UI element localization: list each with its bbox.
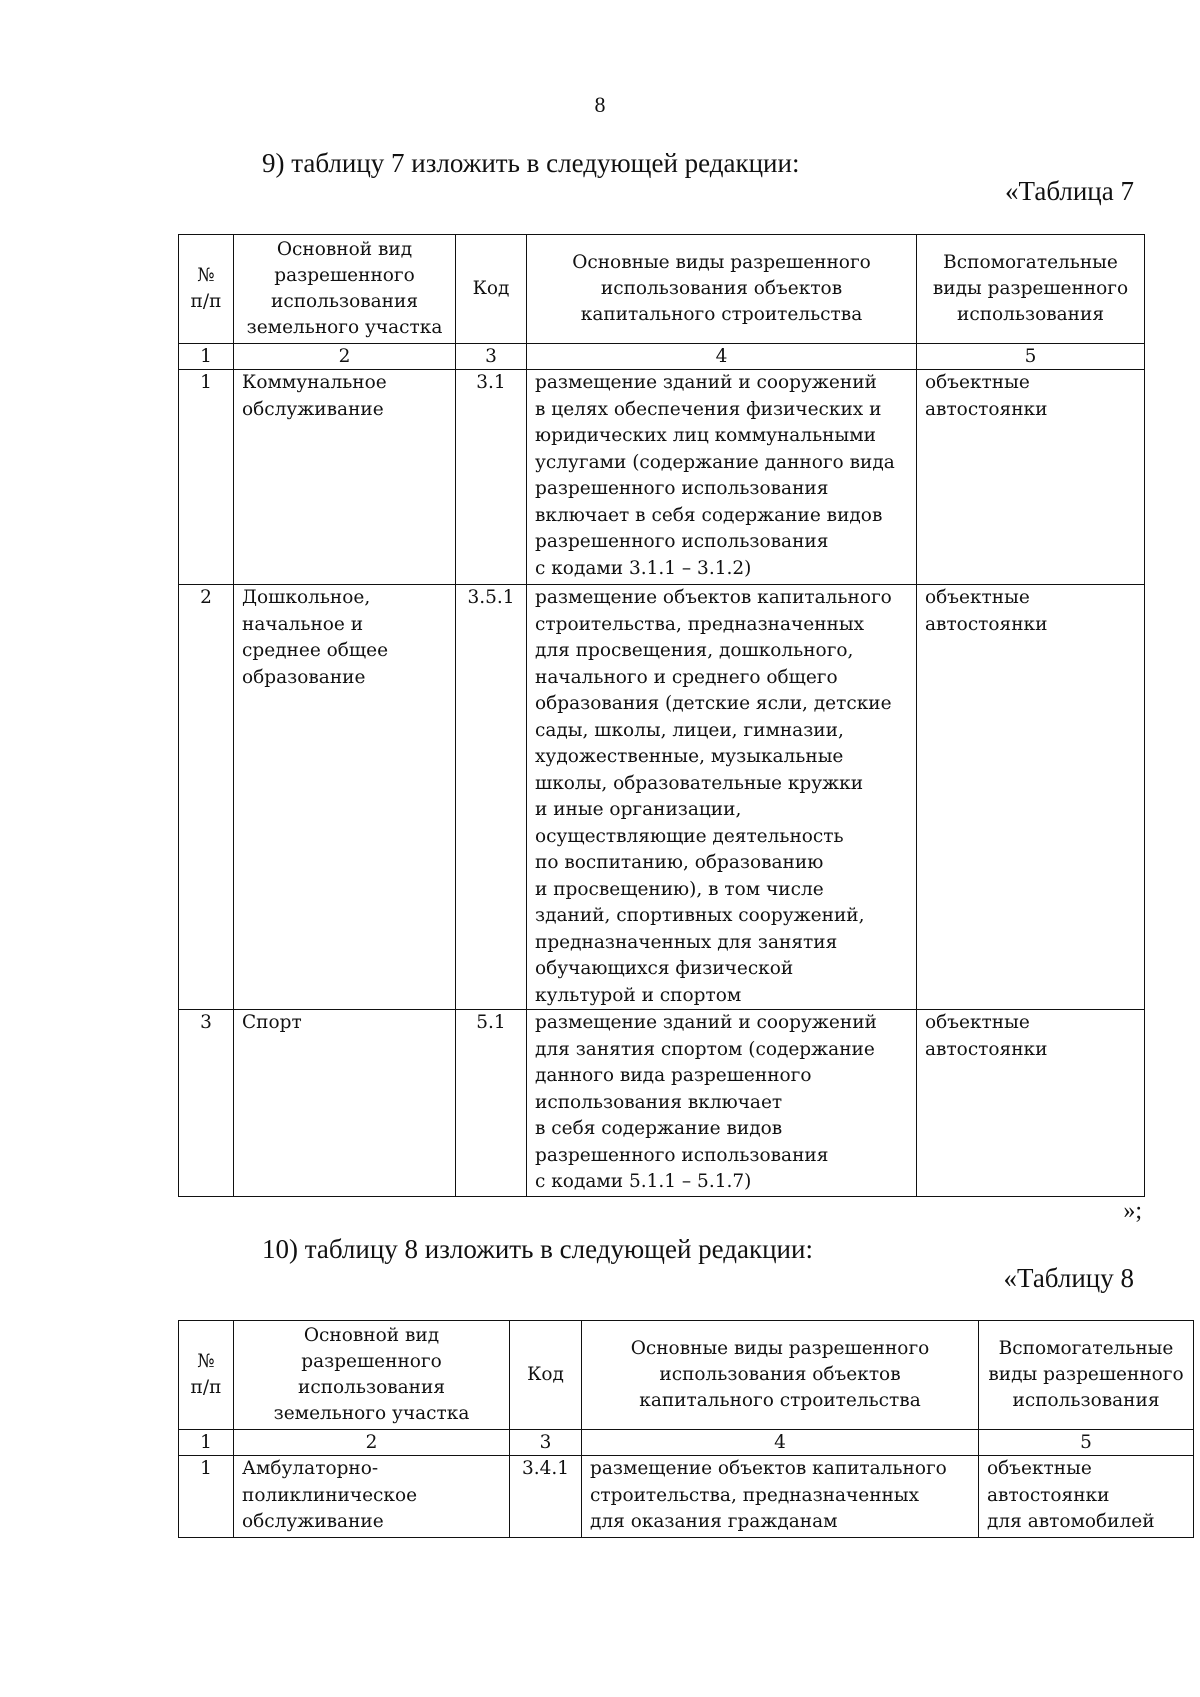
table-row [179, 585, 1145, 1010]
column-number: 4 [582, 1430, 979, 1456]
table-row [179, 370, 1145, 585]
table-8 [178, 1320, 1194, 1538]
caption-table-7: «Таблица 7 [1005, 176, 1134, 206]
header-main-type: Основной вид разрешенного использования земельного участка [234, 1321, 510, 1430]
column-number: 4 [527, 344, 917, 370]
capital-use-description: размещение объектов капитального строительства, предназначенных для просвещения, дошкольного, начального и среднего общего образования (детские ясли, детские сады, школы, лицеи, гимназии, художественные, музыкальные школы, образовательные кружки и иные организации, осуществляющие деятельность по воспитанию, образованию и просвещению), в том числе зданий, спортивных сооружений, предназначенных для занятия обучающихся физической культурой и спортом [527, 585, 917, 1010]
capital-use-description: размещение зданий и сооружений для занятия спортом (содержание данного вида разрешенного использования включает в себя содержание видов разрешенного использования с кодами 5.1.1 – 5.1.7) [527, 1010, 917, 1197]
column-number-row [179, 344, 1145, 370]
instruction-table-7: 9) таблицу 7 изложить в следующей редакции: [262, 148, 800, 178]
header-auxiliary-uses: Вспомогательные виды разрешенного использования [979, 1321, 1194, 1430]
column-number: 2 [234, 1430, 510, 1456]
auxiliary-use: объектные автостоянки [917, 370, 1145, 585]
table-header-row [179, 1321, 1194, 1430]
table-7 [178, 234, 1145, 1197]
page-number: 8 [594, 92, 606, 117]
main-use-type: Спорт [234, 1010, 456, 1197]
column-number: 2 [234, 344, 456, 370]
row-number: 1 [179, 370, 234, 585]
row-number: 1 [179, 1456, 234, 1538]
header-no: № п/п [179, 1321, 234, 1430]
main-use-type: Коммунальное обслуживание [234, 370, 456, 585]
closing-quote: »; [1123, 1198, 1142, 1224]
capital-use-description: размещение зданий и сооружений в целях обеспечения физических и юридических лиц коммунальными услугами (содержание данного вида разрешенного использования включает в себя содержание видов разрешенного использования с кодами 3.1.1 – 3.1.2) [527, 370, 917, 585]
table-row [179, 1010, 1145, 1197]
auxiliary-use: объектные автостоянки для автомобилей [979, 1456, 1194, 1538]
header-code: Код [510, 1321, 582, 1430]
caption-table-8: «Таблицу 8 [1003, 1263, 1134, 1293]
column-number-row [179, 1430, 1194, 1456]
header-code: Код [456, 235, 527, 344]
header-capital-uses: Основные виды разрешенного использования объектов капитального строительства [582, 1321, 979, 1430]
auxiliary-use: объектные автостоянки [917, 1010, 1145, 1197]
header-capital-uses: Основные виды разрешенного использования объектов капитального строительства [527, 235, 917, 344]
use-code: 5.1 [456, 1010, 527, 1197]
column-number: 1 [179, 344, 234, 370]
use-code: 3.4.1 [510, 1456, 582, 1538]
table-row [179, 1456, 1194, 1538]
column-number: 3 [456, 344, 527, 370]
column-number: 3 [510, 1430, 582, 1456]
use-code: 3.5.1 [456, 585, 527, 1010]
row-number: 2 [179, 585, 234, 1010]
table-header-row [179, 235, 1145, 344]
capital-use-description: размещение объектов капитального строительства, предназначенных для оказания гражданам [582, 1456, 979, 1538]
header-no: № п/п [179, 235, 234, 344]
use-code: 3.1 [456, 370, 527, 585]
header-main-type: Основной вид разрешенного использования земельного участка [234, 235, 456, 344]
column-number: 1 [179, 1430, 234, 1456]
instruction-table-8: 10) таблицу 8 изложить в следующей редакции: [262, 1234, 813, 1264]
row-number: 3 [179, 1010, 234, 1197]
main-use-type: Дошкольное, начальное и среднее общее образование [234, 585, 456, 1010]
column-number: 5 [979, 1430, 1194, 1456]
header-auxiliary-uses: Вспомогательные виды разрешенного использования [917, 235, 1145, 344]
main-use-type: Амбулаторно- поликлиническое обслуживание [234, 1456, 510, 1538]
auxiliary-use: объектные автостоянки [917, 585, 1145, 1010]
column-number: 5 [917, 344, 1145, 370]
